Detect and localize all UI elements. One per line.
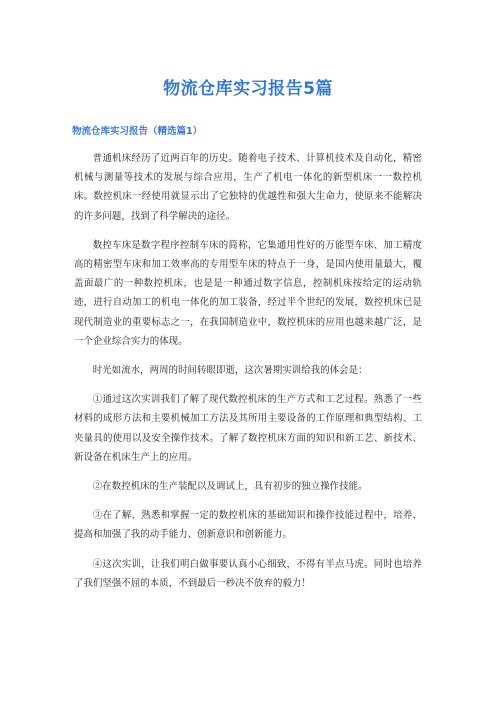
document-title: 物流仓库实习报告5篇 <box>163 79 333 99</box>
paragraph-4: ①通过这次实训我们了解了现代数控机床的生产方式和工艺过程。熟悉了一些材料的成形方法和主要机械加工方法及其所用主要设备的工作原理和典型结构、工夹量具的使用以及安全操作技术。了解了数控机床方面的知识和新工艺、新技术、新设备在机床生产上的应用。 <box>74 394 422 463</box>
paragraph-3: 时光如流水，两周的时间转眼即逝，这次暑期实训给我的体会是： <box>92 365 368 377</box>
paragraph-2: 数控车床是数字程序控制车床的简称，它集通用性好的万能型车床、加工精度高的精密型车床和加工效率高的专用型车床的特点于一身，是国内使用量最大，覆盖面最广的一种数控机床，也是是一种通过数字信息，控制机床按给定的运动轨迹，进行自动加工的机电一体化的加工装备，经过半个世纪的发展，数控机床已是现代制造业的重要标志之一，在我国制造业中，数控机床的应用也越来越广泛，是一个企业综合实力的体现。 <box>74 239 422 347</box>
paragraph-1: 普通机床经历了近两百年的历史。随着电子技术、计算机技术及自动化，精密机械与测量等技术的发展与综合应用，生产了机电一体化的新型机床一一数控机床。数控机床一经使用就显示出了它独特的优越性和强大生命力，使原来不能解决的许多问题，找到了科学解决的途径。 <box>74 153 422 222</box>
paragraph-5: ②在数控机床的生产装配以及调试上，具有初步的独立操作技能。 <box>92 481 368 493</box>
paragraph-7: ④这次实训，让我们明白做事要认真小心细致，不得有半点马虎。同时也培养了我们坚强不屈的本质，不到最后一秒决不放弃的毅力！ <box>74 558 422 589</box>
section-title: 物流仓库实习报告（精选篇1） <box>72 126 203 137</box>
paragraph-6: ③在了解、熟悉和掌握一定的数控机床的基础知识和操作技能过程中，培养、提高和加强了我的动手能力、创新意识和创新能力。 <box>74 510 422 541</box>
